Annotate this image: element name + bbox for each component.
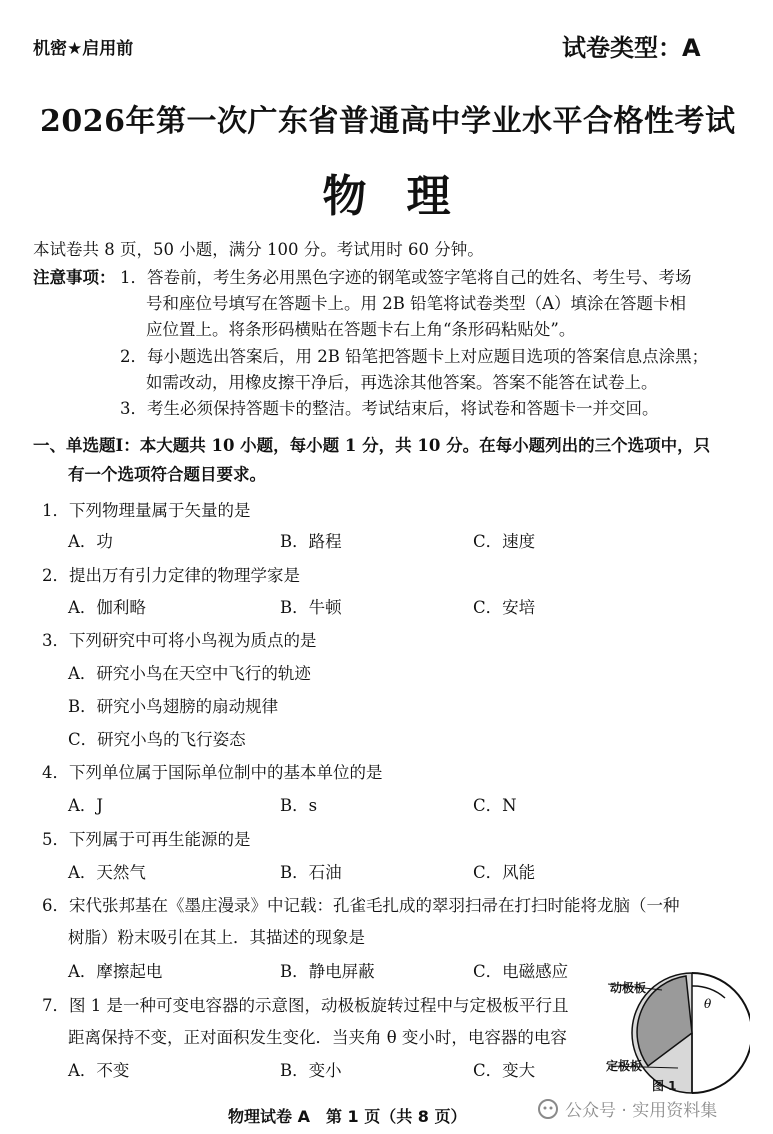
watermark: [537, 1096, 717, 1121]
question-3-option-a: A．研究小鸟在天空中飞行的轨迹: [68, 664, 311, 683]
moving-plate-label: 动极板: [610, 981, 647, 995]
theta-label: θ: [704, 997, 712, 1011]
question-3-stem: 3．下列研究中可将小鸟视为质点的是: [42, 631, 317, 650]
question-1-option-b: B．路程: [280, 532, 342, 551]
subject-title: 物理: [322, 171, 491, 222]
watermark-text: 公众号 · 实用资料集: [565, 1101, 718, 1121]
intro-line: 本试卷共 8 页，50 小题，满分 100 分。考试用时 60 分钟。: [33, 240, 484, 259]
question-2-option-a: A．伽利略: [68, 598, 146, 617]
wechat-icon: [537, 1098, 559, 1120]
question-3-option-b: B．研究小鸟翅膀的扇动规律: [68, 697, 279, 716]
question-4-option-c: C．N: [473, 796, 517, 815]
question-4-option-a: A．J: [68, 796, 104, 815]
question-6-option-a: A．摩擦起电: [68, 962, 163, 981]
plate-outer-arc: [692, 973, 750, 1093]
question-1-option-c: C．速度: [473, 532, 536, 551]
note-2-line-2: 如需改动，用橡皮擦干净后，再选涂其他答案。答案不能答在试卷上。: [146, 373, 658, 392]
question-2-option-b: B．牛顿: [280, 598, 342, 617]
section-heading: 一、单选题Ⅰ：本大题共 10 小题，每小题 1 分，共 10 分。在每小题列出的三个选项中，只: [33, 436, 711, 455]
question-6-stem-line-1: 6．宋代张邦基在《墨庄漫录》中记载：孔雀毛扎成的翠羽扫帚在打扫时能将龙脑（一种: [42, 896, 680, 915]
question-1-stem: 1．下列物理量属于矢量的是: [42, 501, 251, 520]
paper-type: 试卷类型：A: [562, 34, 701, 62]
question-5-option-b: B．石油: [280, 863, 342, 882]
note-1-line-3: 应位置上。将条形码横贴在答题卡右上角“条形码粘贴处”。: [146, 320, 576, 339]
question-3-option-c: C．研究小鸟的飞行姿态: [68, 730, 246, 749]
note-1-line-2: 号和座位号填写在答题卡上。用 2B 铅笔将试卷类型（A）填涂在答题卡相: [146, 294, 687, 313]
question-7-option-c: C．变大: [473, 1061, 536, 1080]
question-4-stem: 4．下列单位属于国际单位制中的基本单位的是: [42, 763, 383, 782]
question-7-stem-line-2: 距离保持不变，正对面积发生变化．当夹角 θ 变小时，电容器的电容: [68, 1028, 567, 1047]
note-1-line-1: 1．答卷前，考生务必用黑色字迹的钢笔或签字笔将自己的姓名、考生号、考场: [120, 268, 692, 287]
question-6-option-b: B．静电屏蔽: [280, 962, 375, 981]
notes-label: 注意事项：: [33, 268, 116, 287]
exam-title: 2026年第一次广东省普通高中学业水平合格性考试: [40, 104, 736, 139]
question-5-stem: 5．下列属于可再生能源的是: [42, 830, 251, 849]
question-5-option-a: A．天然气: [68, 863, 146, 882]
question-6-option-c: C．电磁感应: [473, 962, 569, 981]
question-5-option-c: C．风能: [473, 863, 536, 882]
question-2-option-c: C．安培: [473, 598, 536, 617]
question-6-stem-line-2: 树脂）粉末吸引在其上．其描述的现象是: [68, 928, 365, 947]
confidential-mark: 机密★启用前: [33, 39, 134, 59]
figure-caption: 图 1: [652, 1079, 677, 1093]
fixed-plate-label: 定极板: [606, 1059, 643, 1073]
question-4-option-b: B．s: [280, 796, 318, 815]
section-heading-cont: 有一个选项符合题目要求。: [68, 465, 266, 484]
note-2-line-1: 2．每小题选出答案后，用 2B 铅笔把答题卡上对应题目选项的答案信息点涂黑；: [120, 347, 709, 366]
question-7-stem-line-1: 7．图 1 是一种可变电容器的示意图，动极板旋转过程中与定极板平行且: [42, 996, 569, 1015]
question-2-stem: 2．提出万有引力定律的物理学家是: [42, 566, 300, 585]
question-7-option-a: A．不变: [68, 1061, 130, 1080]
note-3-line-1: 3．考生必须保持答题卡的整洁。考试结束后，将试卷和答题卡一并交回。: [120, 399, 659, 418]
question-1-option-a: A．功: [68, 532, 113, 551]
question-7-option-b: B．变小: [280, 1061, 342, 1080]
page-footer: 物理试卷 A 第 1 页（共 8 页）: [228, 1107, 467, 1126]
